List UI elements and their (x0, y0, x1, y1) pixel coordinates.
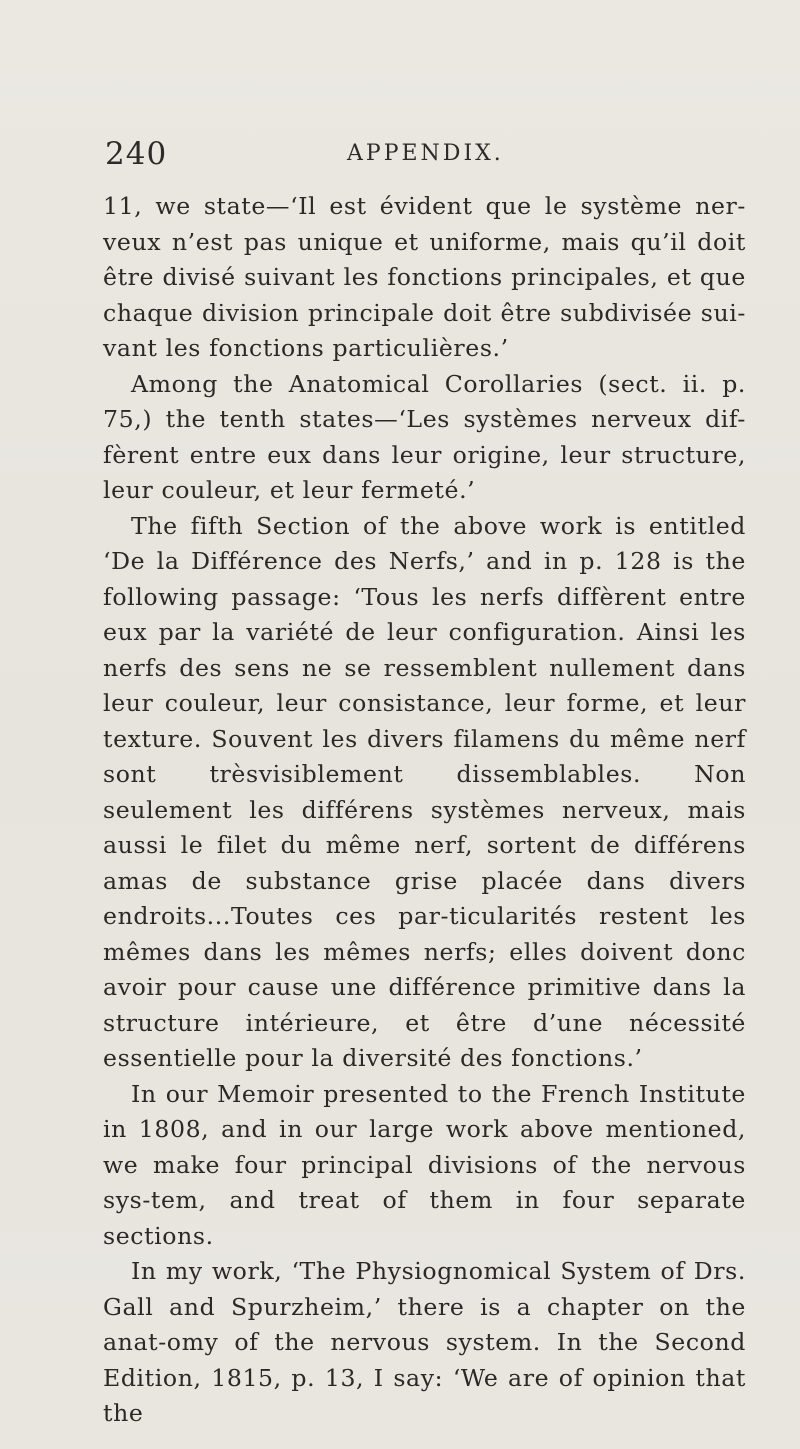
running-head: APPENDIX. (347, 141, 504, 166)
paragraph-continuation: 11, we state—‘Il est évident que le système ner-veux n’est pas unique et uniforme, mais qu’il doit être divisé suivant les fonctions principales, et que chaque division principale doit être subdivisée sui-vant les fonctions particulières.’ (103, 192, 746, 362)
paragraph-fifth-section: The fifth Section of the above work is entitled ‘De la Différence des Nerfs,’ and in p. 128 is the following passage: ‘Tous les nerfs diffèrent entre eux par la variété de leur configuration. Ainsi les nerfs des sens ne se ressemblent nullement dans leur couleur, leur consistance, leur forme, et leur texture. Souvent les divers filamens du même nerf sont trèsvisiblement dissemblables. Non seulement les différens systèmes nerveux, mais aussi le filet du même nerf, sortent de différens amas de substance grise placée dans divers endroits...Toutes ces par-ticularités restent les mêmes dans les mêmes nerfs; elles doivent donc avoir pour cause une différence primitive dans la structure intérieure, et être d’une nécessité essentielle pour la diversité des fonctions.’ (103, 511, 746, 1072)
paragraph-physiognomical-system: In my work, ‘The Physiognomical System of Drs. Gall and Spurzheim,’ there is a chapter on the anat-omy of the nervous system. In the Second Edition, 1815, p. 13, I say: ‘We are of opinion that the (103, 1257, 746, 1427)
paragraph-memoir: In our Memoir presented to the French Institute in 1808, and in our large work above mentioned, we make four principal divisions of the nervous sys-tem, and treat of them in four separate sections. (103, 1079, 746, 1250)
paragraph-anatomical-corollaries: Among the Anatomical Corollaries (sect. ii. p. 75,) the tenth states—‘Les systèmes nerveux dif-fèrent entre eux dans leur origine, leur structure, leur couleur, et leur fermeté.’ (103, 369, 746, 504)
body-text (103, 189, 746, 1432)
page-header (105, 136, 745, 176)
page-number: 240 (105, 136, 168, 172)
